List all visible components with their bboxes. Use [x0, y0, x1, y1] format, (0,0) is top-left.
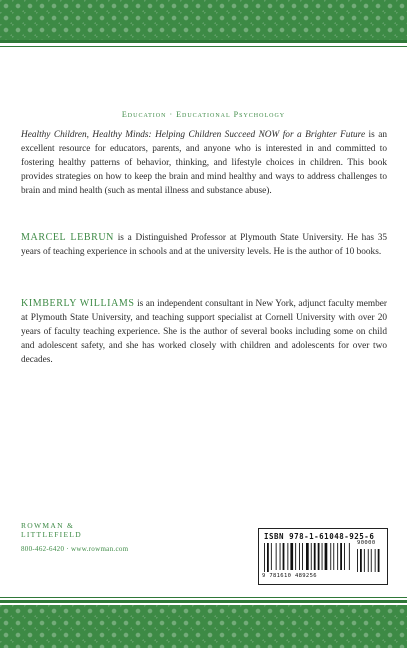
- barcode-addon-bar: [368, 549, 369, 572]
- publisher-contact: 800-462-6420 · www.rowman.com: [21, 545, 129, 553]
- author-name-2: KIMBERLY WILLIAMS: [21, 298, 135, 309]
- publisher-logo-line-2: LITTLEFIELD: [21, 530, 82, 539]
- barcode-bar: [276, 543, 277, 570]
- publisher-logo: [21, 521, 82, 539]
- barcode-bar: [325, 543, 328, 570]
- author-bio-1: [21, 231, 387, 259]
- barcode-bar: [287, 543, 288, 570]
- barcode-bar: [295, 543, 296, 570]
- author-bio-text-2: is an independent consultant in New York, adjunct faculty member at Plymouth State University, and teaching support specialist at Cornell University with over 20 years of faculty teaching experience. She is the author of several books including some on child and adolescent safety, and she has worked closely with children and adolescents for over two decades.: [21, 299, 387, 365]
- category-label: Education · Educational Psychology: [121, 110, 286, 119]
- bottom-decorative-band: [0, 605, 407, 648]
- barcode-bar: [306, 543, 309, 570]
- barcode-addon-bar: [357, 549, 358, 572]
- barcode-bar: [280, 543, 281, 570]
- barcode-bar: [322, 543, 323, 570]
- barcode-bar: [267, 543, 269, 572]
- barcode-addon-bar: [371, 549, 372, 572]
- barcode-bar: [344, 543, 345, 570]
- barcode-digits: 9 781610 489256: [262, 573, 317, 579]
- price-code: 90000: [357, 540, 376, 546]
- barcode-bar: [337, 543, 338, 570]
- description-text: is an excellent resource for educators, parents, and anyone who is interested in and committed to fostering healthy patterns of behavior, thinking, and lifestyle choices in children. This book provides strategies on how to keep the brain and mind healthy and ways to address challenges to brain and mind health (such as mental illness and substance abuse).: [21, 130, 387, 196]
- top-rule-thin: [0, 46, 407, 47]
- author-name-1: MARCEL LEBRUN: [21, 232, 114, 243]
- book-title: Healthy Children, Healthy Minds: Helping Children Succeed NOW for a Brighter Future: [21, 130, 366, 140]
- barcode-addon-bar: [378, 549, 380, 572]
- author-bio-text-1: is a Distinguished Professor at Plymouth State University. He has 35 years of teaching experience in schools and at the university levels. He is the author of 10 books.: [21, 233, 387, 257]
- barcode-bar: [283, 543, 285, 570]
- barcode-bar: [264, 543, 265, 572]
- barcode-addon-bar: [375, 549, 376, 572]
- barcode-bar: [340, 543, 342, 570]
- barcode-bar: [330, 543, 331, 570]
- barcode-bar: [314, 543, 316, 570]
- bottom-rule: [0, 600, 407, 603]
- top-decorative-band: [0, 0, 407, 40]
- barcode-bar: [318, 543, 320, 570]
- barcode-icon: [262, 543, 382, 573]
- barcode-bar: [333, 543, 334, 570]
- barcode-bar: [349, 543, 350, 570]
- barcode-bar: [299, 543, 300, 570]
- top-rule: [0, 40, 407, 43]
- barcode-bar: [302, 543, 303, 570]
- barcode-bar: [271, 543, 272, 570]
- barcode-bar: [290, 543, 293, 570]
- author-bio-2: [21, 297, 387, 367]
- book-description: [21, 128, 387, 198]
- publisher-logo-line-1: ROWMAN &: [21, 521, 75, 530]
- barcode-bar: [311, 543, 312, 570]
- bottom-rule-thin: [0, 597, 407, 598]
- barcode-addon-bar: [364, 549, 365, 572]
- isbn-label: ISBN 978-1-61048-925-6: [264, 532, 375, 541]
- barcode-addon-bar: [360, 549, 362, 572]
